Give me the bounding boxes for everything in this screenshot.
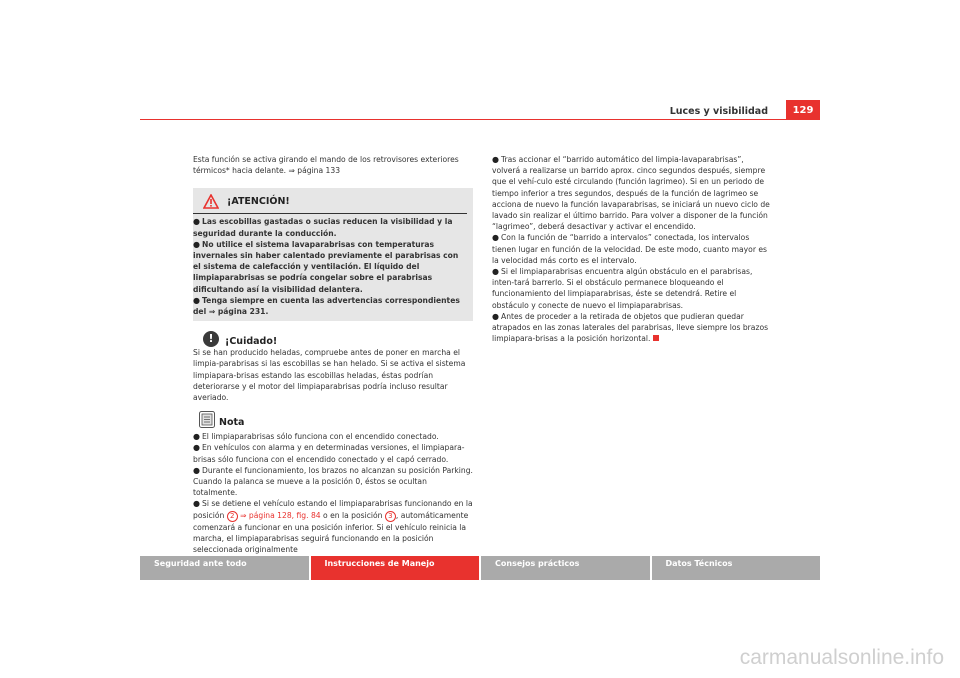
bullet-icon: ● xyxy=(492,155,499,164)
warning-item: ● Tenga siempre en cuenta las advertencias correspondientes del ⇒ página 231. xyxy=(193,295,460,317)
note-header xyxy=(193,411,473,428)
page-number: 129 xyxy=(786,100,820,120)
note-item: ● Si se detiene el vehículo estando el limpiaparabrisas funcionando en la posición 2 ⇒ página 128, fig. 84 o en la posición 3 , automáticamente comenzará a funcionar en una posición inferior. Si el vehículo reinicia la marcha, el limpiaparabrisas seguirá funcionando en la posición seleccionada originalmente xyxy=(193,499,473,555)
warning-item: ● Las escobillas gastadas o sucias reducen la visibilidad y la seguridad durante la conducción. xyxy=(193,217,453,238)
exclamation-circle-icon: ! xyxy=(203,331,219,347)
warning-divider xyxy=(193,213,467,214)
right-item: ● Si el limpiaparabrisas encuentra algún obstáculo en el parabrisas, inten-tará barrerlo. Si el obstáculo permanece bloqueando el funcionamiento del limpiaparabrisas, éste se detendrá. Retire el obstáculo y conecte de nuevo el limpiaparabrisas. xyxy=(492,267,753,310)
left-column xyxy=(193,154,473,555)
right-item: ● Tras accionar el “barrido automático del limpia-lavaparabrisas”, volverá a realizarse un barrido aprox. cinco segundos después, siempre que el vehí-culo esté circulando (función lagrimeo). Si en un periodo de tiempo inferior a tres segundos, después de la función de lagrimeo se acciona de nuevo la función lavaparabrisas, se iniciará un nuevo ciclo de lavado sin realizar el último barrido. Para volver a disponer de la función “lagrimeo”, deberá desactivar y activar el encendido. xyxy=(492,155,770,232)
footer-tab-datos[interactable]: Datos Técnicos xyxy=(652,556,821,580)
bullet-icon: ● xyxy=(193,239,200,249)
warning-header xyxy=(193,192,467,210)
bullet-icon: ● xyxy=(193,295,200,305)
intro-text: Esta función se activa girando el mando de los retrovisores exteriores térmicos* hacia delante. ⇒ página 133 xyxy=(193,155,459,176)
note-title: Nota xyxy=(219,417,245,429)
bullet-icon: ● xyxy=(193,443,200,453)
watermark: carmanualsonline.info xyxy=(739,646,944,669)
position-2-marker: 2 xyxy=(227,511,238,522)
header-divider xyxy=(140,119,820,120)
right-item: ● Con la función de “barrido a intervalos” conectada, los intervalos tienen lugar en función de la velocidad. De este modo, cuanto mayor es la velocidad más corto es el intervalo. xyxy=(492,233,767,265)
bullet-icon: ● xyxy=(193,499,200,509)
warning-item: ● No utilice el sistema lavaparabrisas con temperaturas invernales sin haber calentado previamente el parabrisas con el sistema de calefacción y ventilación. El líquido del limpiaparabrisas se podría congelar sobre el parabrisas dificultando así la visibilidad delantera. xyxy=(193,239,459,294)
warning-triangle-icon xyxy=(203,194,219,209)
warning-title: ¡ATENCIÓN! xyxy=(227,195,290,207)
note-item: ● El limpiaparabrisas sólo funciona con el encendido conectado. xyxy=(193,432,439,442)
section-title: Luces y visibilidad xyxy=(669,106,768,117)
end-of-section-icon xyxy=(653,335,659,341)
note-item: ● En vehículos con alarma y en determinadas versiones, el limpiapara-brisas sólo funciona con el encendido conectado y el capó cerrado. xyxy=(193,443,465,464)
bullet-icon: ● xyxy=(193,432,200,442)
bullet-icon: ● xyxy=(492,311,499,321)
caution-header xyxy=(193,331,473,347)
footer-tab-instrucciones[interactable]: Instrucciones de Manejo xyxy=(311,556,480,580)
bullet-icon: ● xyxy=(492,233,499,243)
caution-title: ¡Cuidado! xyxy=(225,336,278,348)
warning-box xyxy=(193,188,473,321)
bullet-icon: ● xyxy=(193,217,200,227)
caution-text: Si se han producido heladas, compruebe antes de poner en marcha el limpia-parabrisas si las escobillas se han helado. Si se activa el sistema limpiapara-brisas estando las escobillas heladas, éstas podrían deteriorarse y el motor del limpiaparabrisas podría incluso resultar averiado. xyxy=(193,348,466,403)
right-column xyxy=(492,154,772,344)
footer-nav xyxy=(140,556,820,580)
footer-tab-consejos[interactable]: Consejos prácticos xyxy=(481,556,650,580)
page-reference-link[interactable]: ⇒ página 128, fig. 84 xyxy=(240,510,321,520)
bullet-icon: ● xyxy=(492,267,499,277)
page-header xyxy=(140,100,820,120)
footer-tab-seguridad[interactable]: Seguridad ante todo xyxy=(140,556,309,580)
bullet-icon: ● xyxy=(193,465,200,475)
note-item: ● Durante el funcionamiento, los brazos no alcanzan su posición Parking. Cuando la palanca se mueve a la posición 0, éstos se ocultan totalmente. xyxy=(193,465,473,498)
position-3-marker: 3 xyxy=(385,511,396,522)
note-icon xyxy=(199,411,215,428)
right-item: ● Antes de proceder a la retirada de objetos que pudieran quedar atrapados en las zonas laterales del parabrisas, lleve siempre los brazos limpiapara-brisas a la posición horizontal. xyxy=(492,311,769,344)
